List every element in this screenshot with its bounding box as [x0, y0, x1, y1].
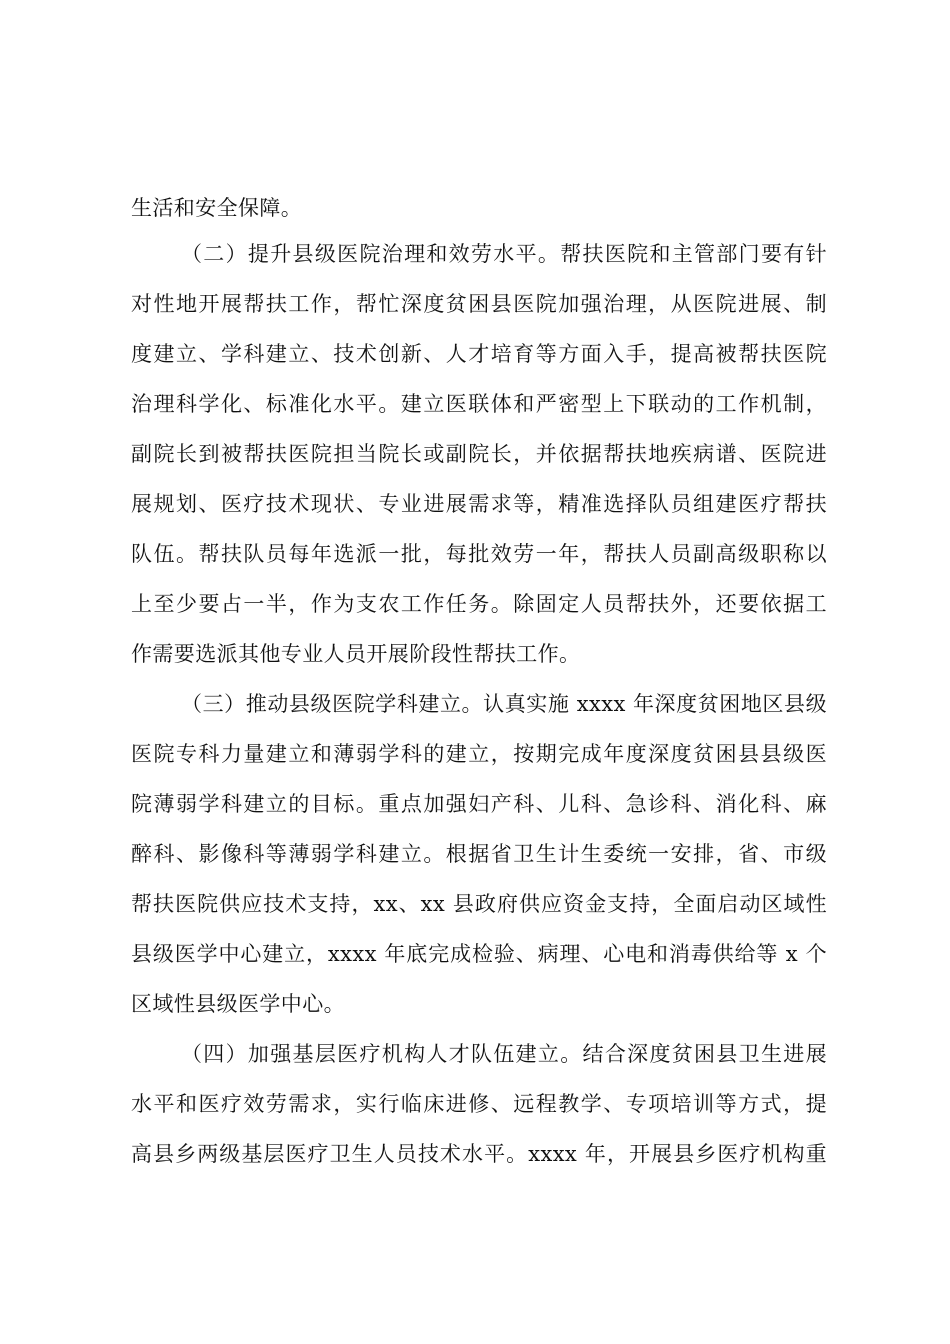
text-line: 醉科、影像科等薄弱学科建立。根据省卫生计生委统一安排，省、市级	[131, 842, 827, 866]
text-line: 上至少要占一半，作为支农工作任务。除固定人员帮扶外，还要依据工	[131, 592, 827, 616]
text-line: （四）加强基层医疗机构人才队伍建立。结合深度贫困县卫生进展	[181, 1042, 827, 1066]
text-line: 副院长到被帮扶医院担当院长或副院长，并依据帮扶地疾病谱、医院进	[131, 442, 827, 466]
text-line: 作需要选派其他专业人员开展阶段性帮扶工作。	[131, 642, 581, 666]
text-line: 队伍。帮扶队员每年选派一批，每批效劳一年，帮扶人员副高级职称以	[131, 542, 827, 566]
text-line: 对性地开展帮扶工作，帮忙深度贫困县医院加强治理，从医院进展、制	[131, 292, 827, 316]
text-line: 水平和医疗效劳需求，实行临床进修、远程教学、专项培训等方式，提	[131, 1092, 827, 1116]
text-line: 生活和安全保障。	[131, 196, 303, 220]
text-line: 院薄弱学科建立的目标。重点加强妇产科、儿科、急诊科、消化科、麻	[131, 792, 827, 816]
text-line: 县级医学中心建立，xxxx 年底完成检验、病理、心电和消毒供给等 x 个	[131, 942, 827, 966]
text-line: 展规划、医疗技术现状、专业进展需求等，精准选择队员组建医疗帮扶	[131, 492, 827, 516]
text-line: （三）推动县级医院学科建立。认真实施 xxxx 年深度贫困地区县级	[181, 692, 827, 716]
text-line: （二）提升县级医院治理和效劳水平。帮扶医院和主管部门要有针	[181, 242, 827, 266]
text-line: 度建立、学科建立、技术创新、人才培育等方面入手，提高被帮扶医院	[131, 342, 827, 366]
text-line: 帮扶医院供应技术支持，xx、xx 县政府供应资金支持，全面启动区域性	[131, 892, 827, 916]
text-line: 高县乡两级基层医疗卫生人员技术水平。xxxx 年，开展县乡医疗机构重	[131, 1142, 827, 1166]
text-line: 区域性县级医学中心。	[131, 992, 345, 1016]
text-line: 治理科学化、标准化水平。建立医联体和严密型上下联动的工作机制，	[131, 392, 827, 416]
text-line: 医院专科力量建立和薄弱学科的建立，按期完成年度深度贫困县县级医	[131, 742, 827, 766]
